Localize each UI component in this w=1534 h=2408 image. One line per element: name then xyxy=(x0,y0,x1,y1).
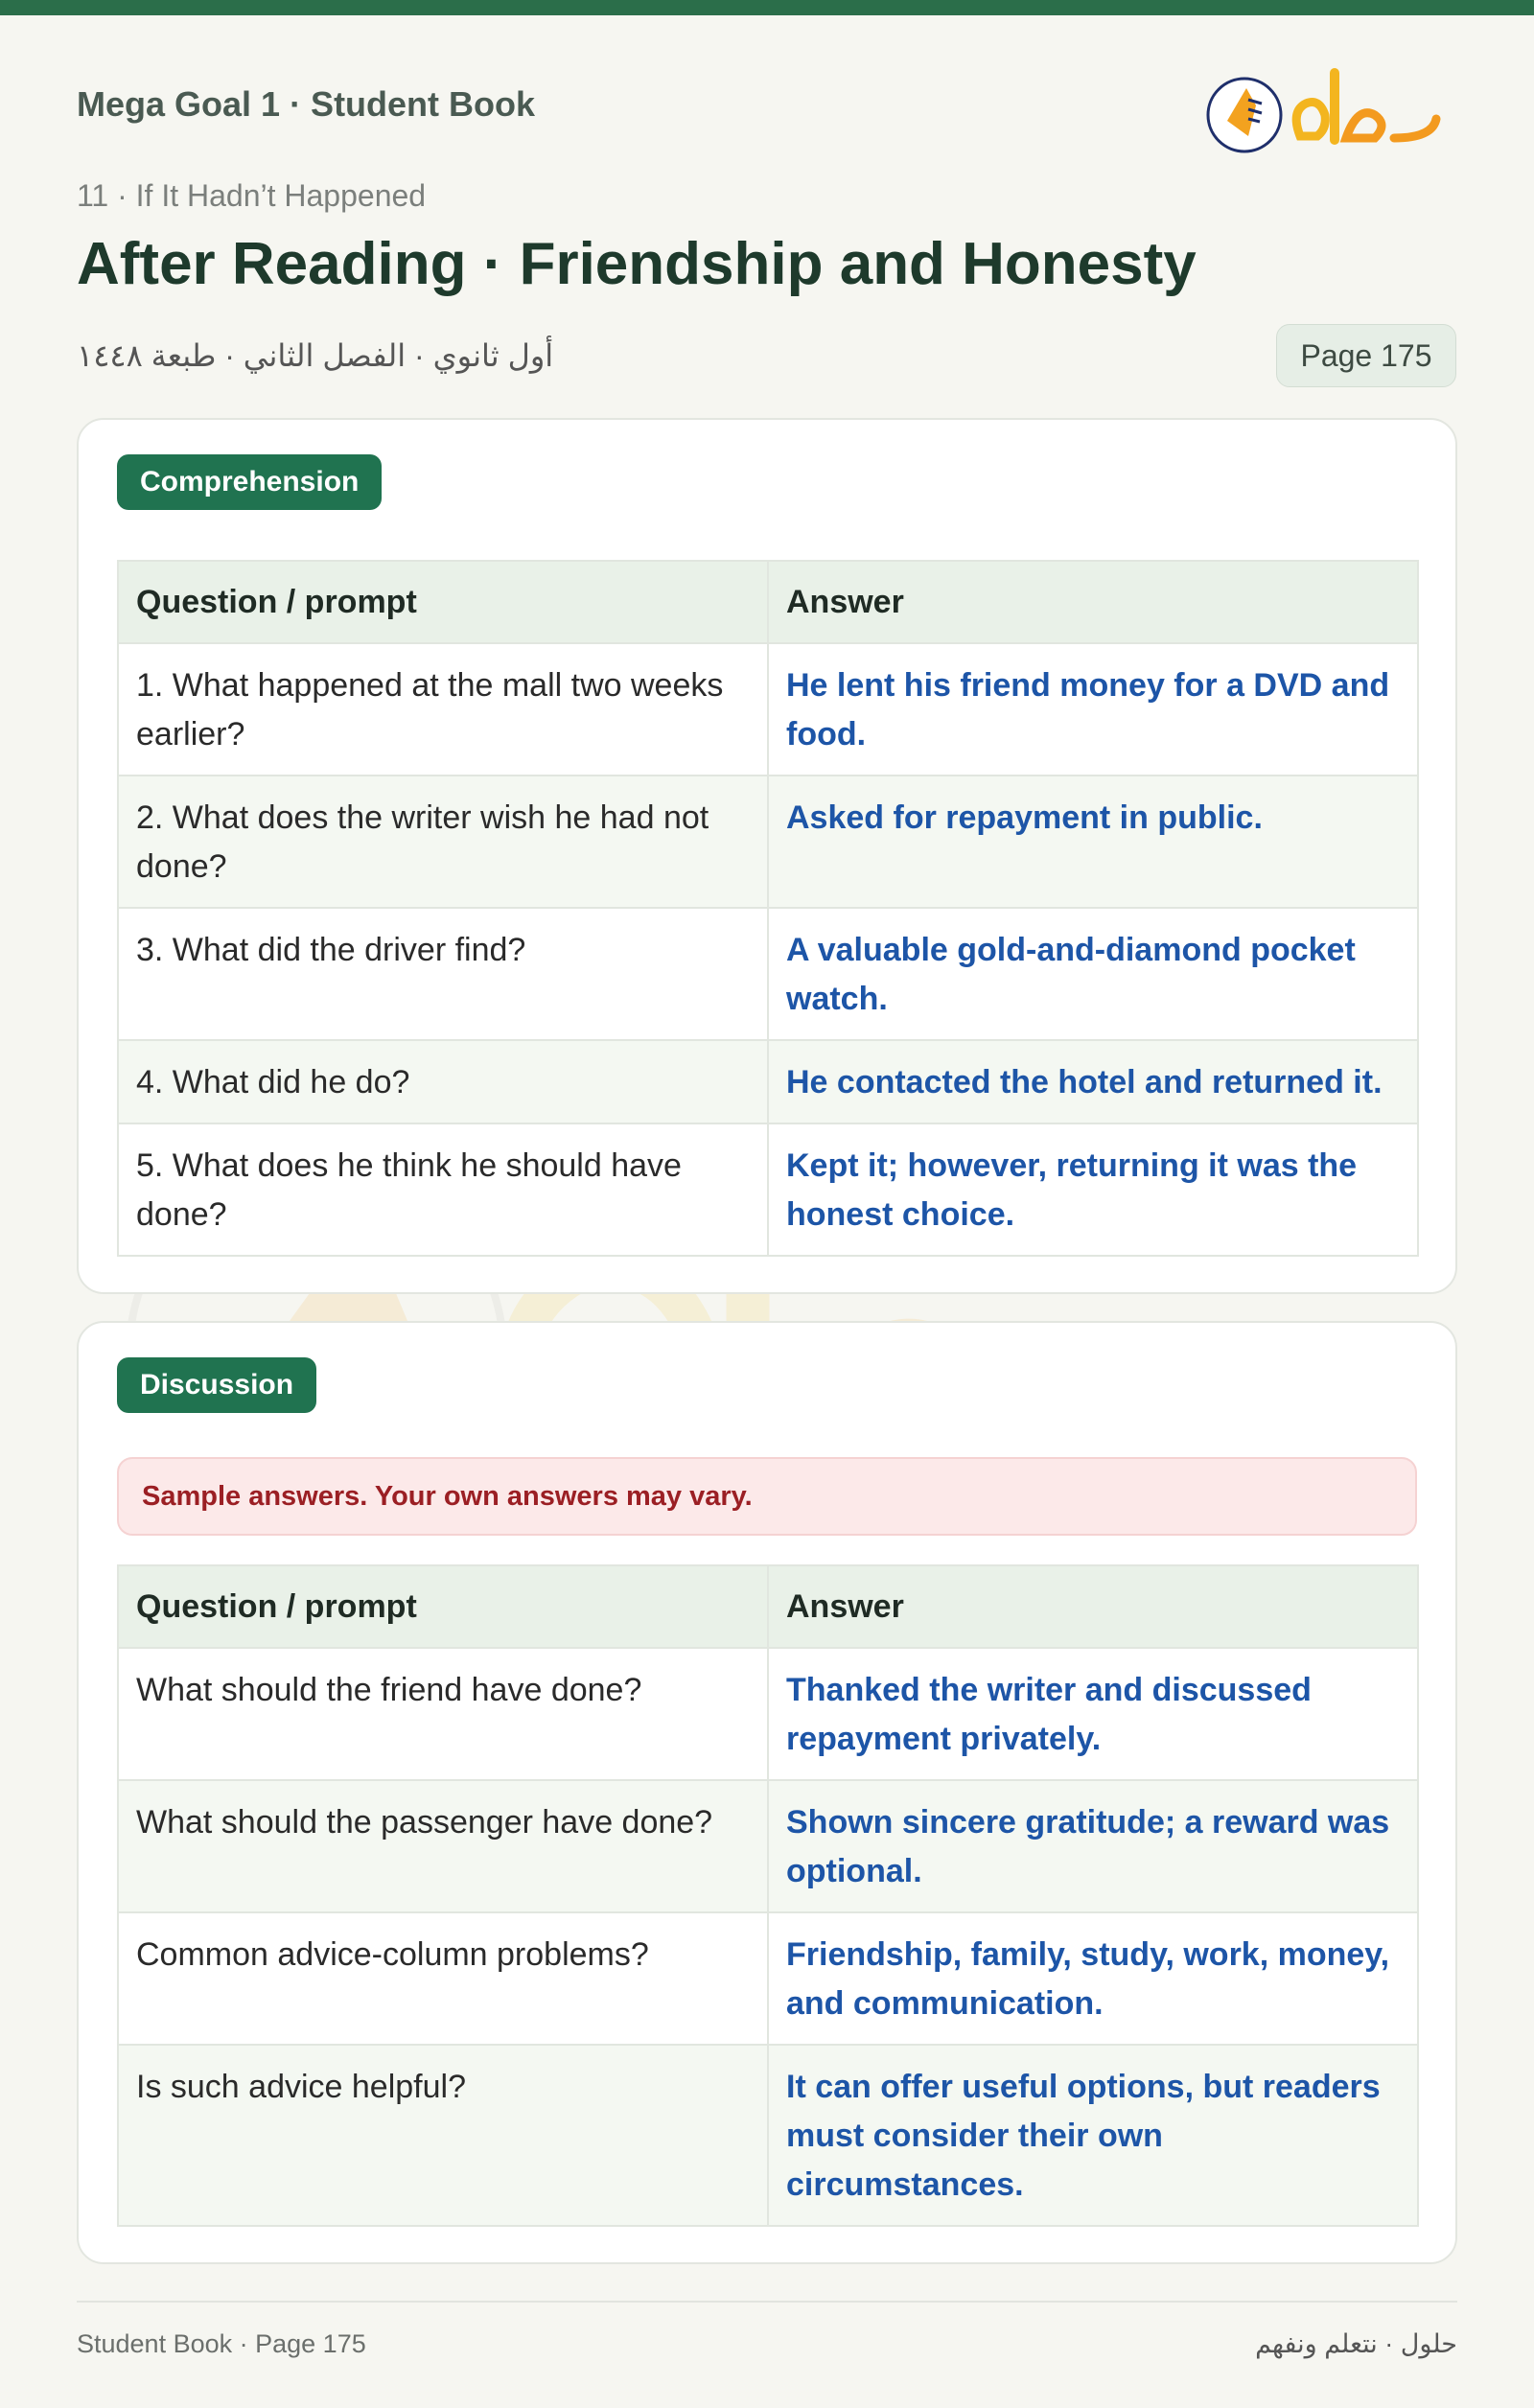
question-cell: What should the passenger have done? xyxy=(118,1780,768,1912)
discussion-card xyxy=(77,1321,1457,2264)
table-header-row xyxy=(118,1565,1418,1648)
sample-answers-note: Sample answers. Your own answers may vary. xyxy=(117,1457,1417,1536)
answer-cell: Kept it; however, returning it was the honest choice. xyxy=(768,1123,1418,1256)
question-cell: What should the friend have done? xyxy=(118,1648,768,1780)
column-header-question: Question / prompt xyxy=(118,561,768,643)
table-header-row xyxy=(118,561,1418,643)
section-label-discussion: Discussion xyxy=(117,1357,316,1413)
column-header-answer: Answer xyxy=(768,561,1418,643)
column-header-question: Question / prompt xyxy=(118,1565,768,1648)
question-cell: 5. What does he think he should have done? xyxy=(118,1123,768,1256)
question-cell: 3. What did the driver find? xyxy=(118,908,768,1040)
question-cell: 2. What does the writer wish he had not done? xyxy=(118,776,768,908)
question-cell: 1. What happened at the mall two weeks earlier? xyxy=(118,643,768,776)
page-title: After Reading · Friendship and Honesty xyxy=(77,231,1197,297)
table-row xyxy=(118,643,1418,776)
table-row xyxy=(118,1912,1418,2045)
answer-cell: A valuable gold-and-diamond pocket watch. xyxy=(768,908,1418,1040)
comprehension-card xyxy=(77,418,1457,1294)
answer-cell: He contacted the hotel and returned it. xyxy=(768,1040,1418,1123)
answer-cell: He lent his friend money for a DVD and food. xyxy=(768,643,1418,776)
discussion-table xyxy=(117,1564,1419,2227)
footer-divider xyxy=(77,2301,1457,2303)
table-row xyxy=(118,908,1418,1040)
table-row xyxy=(118,1648,1418,1780)
table-row xyxy=(118,776,1418,908)
comprehension-table xyxy=(117,560,1419,1257)
book-title: Mega Goal 1 · Student Book xyxy=(77,84,536,124)
question-cell: 4. What did he do? xyxy=(118,1040,768,1123)
footer-page-label: Student Book · Page 175 xyxy=(77,2329,366,2358)
answer-cell: Shown sincere gratitude; a reward was optional. xyxy=(768,1780,1418,1912)
table-row xyxy=(118,1780,1418,1912)
question-cell: Is such advice helpful? xyxy=(118,2045,768,2226)
grade-term-edition: أول ثانوي · الفصل الثاني · طبعة ١٤٤٨ xyxy=(77,338,554,373)
answer-cell: Asked for repayment in public. xyxy=(768,776,1418,908)
question-cell: Common advice-column problems? xyxy=(118,1912,768,2045)
page-number-badge: Page 175 xyxy=(1276,324,1456,387)
footer-brand-tagline: حلول · نتعلم ونفهم xyxy=(1255,2329,1457,2358)
chapter-label: 11 · If It Hadn’t Happened xyxy=(77,178,427,213)
answer-cell: Thanked the writer and discussed repayment privately. xyxy=(768,1648,1418,1780)
table-row xyxy=(118,1040,1418,1123)
top-accent-bar xyxy=(0,0,1534,15)
table-row xyxy=(118,2045,1418,2226)
answer-cell: Friendship, family, study, work, money, and communication. xyxy=(768,1912,1418,2045)
column-header-answer: Answer xyxy=(768,1565,1418,1648)
brand-logo xyxy=(1206,61,1446,167)
table-row xyxy=(118,1123,1418,1256)
answer-cell: It can offer useful options, but readers must consider their own circumstances. xyxy=(768,2045,1418,2226)
section-label-comprehension: Comprehension xyxy=(117,454,382,510)
